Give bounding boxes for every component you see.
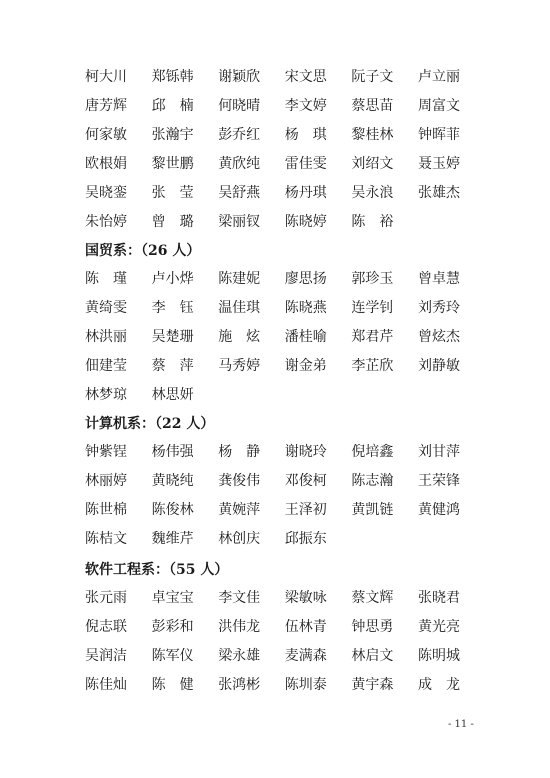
person-name: 魏维芹 bbox=[151, 530, 194, 547]
name-list-document bbox=[85, 62, 485, 699]
person-name: 吴永浪 bbox=[351, 184, 394, 201]
person-name: 李 钰 bbox=[151, 299, 194, 316]
person-name: 林创庆 bbox=[218, 530, 261, 547]
person-name: 陈桔文 bbox=[85, 530, 127, 547]
person-name: 温佳琪 bbox=[218, 299, 261, 316]
person-name: 刘绍文 bbox=[351, 155, 394, 172]
person-name: 朱怡婷 bbox=[85, 213, 127, 230]
person-name: 邱 楠 bbox=[151, 97, 194, 114]
name-grid bbox=[85, 583, 485, 699]
person-name: 梁丽钗 bbox=[218, 213, 261, 230]
person-name: 陈佳灿 bbox=[85, 676, 127, 693]
person-name: 刘静敏 bbox=[417, 357, 460, 374]
person-name: 张鸿彬 bbox=[218, 676, 261, 693]
name-grid bbox=[85, 62, 485, 236]
person-name: 连学钊 bbox=[351, 299, 394, 316]
person-name: 郑君芹 bbox=[351, 328, 394, 345]
person-name: 林启文 bbox=[351, 647, 394, 664]
person-name: 卓宝宝 bbox=[151, 589, 194, 606]
person-name: 郑铄韩 bbox=[151, 68, 194, 85]
section-heading: 国贸系：（26 人） bbox=[85, 243, 201, 259]
person-name: 张 莹 bbox=[151, 184, 194, 201]
person-name: 黎世鹏 bbox=[151, 155, 194, 172]
person-name: 郭珍玉 bbox=[351, 270, 394, 287]
person-name: 陈明城 bbox=[417, 647, 460, 664]
person-name: 林丽婷 bbox=[85, 472, 127, 489]
person-name: 梁永雄 bbox=[218, 647, 261, 664]
person-name: 陈晓婷 bbox=[284, 213, 327, 230]
section-heading: 软件工程系：（55 人） bbox=[85, 562, 229, 578]
person-name: 李芷欣 bbox=[351, 357, 394, 374]
person-name: 张雄杰 bbox=[417, 184, 460, 201]
person-name: 倪培鑫 bbox=[351, 443, 394, 460]
person-name: 黄绮雯 bbox=[85, 299, 127, 316]
person-name: 陈志瀚 bbox=[351, 472, 394, 489]
person-name: 陈俊林 bbox=[151, 501, 194, 518]
person-name: 刘甘萍 bbox=[417, 443, 460, 460]
person-name: 麦满森 bbox=[284, 647, 327, 664]
name-grid bbox=[85, 264, 485, 409]
person-name: 陈晓燕 bbox=[284, 299, 327, 316]
person-name: 杨伟强 bbox=[151, 443, 194, 460]
person-name: 陈世棉 bbox=[85, 501, 127, 518]
person-name: 张瀚宇 bbox=[151, 126, 194, 143]
person-name: 黎桂林 bbox=[351, 126, 394, 143]
person-name: 陈 瑾 bbox=[85, 270, 127, 287]
person-name: 唐芳辉 bbox=[85, 97, 127, 114]
person-name: 施 炫 bbox=[218, 328, 261, 345]
person-name: 阮子文 bbox=[351, 68, 394, 85]
person-name: 马秀婷 bbox=[218, 357, 261, 374]
person-name: 黄健鸿 bbox=[417, 501, 460, 518]
person-name: 张晓君 bbox=[417, 589, 460, 606]
person-name: 成 龙 bbox=[417, 676, 460, 693]
person-name: 廖思扬 bbox=[284, 270, 327, 287]
person-name: 龚俊伟 bbox=[218, 472, 261, 489]
person-name: 黄晓纯 bbox=[151, 472, 194, 489]
person-name: 蔡文辉 bbox=[351, 589, 394, 606]
person-name: 王荣锋 bbox=[417, 472, 460, 489]
person-name: 邓俊柯 bbox=[284, 472, 327, 489]
person-name: 谢晓玲 bbox=[284, 443, 327, 460]
person-name: 卢小烨 bbox=[151, 270, 194, 287]
person-name: 洪伟龙 bbox=[218, 618, 261, 635]
person-name: 杨丹琪 bbox=[284, 184, 327, 201]
person-name: 吴晓銮 bbox=[85, 184, 127, 201]
person-name: 雷佳雯 bbox=[284, 155, 327, 172]
person-name: 钟晖菲 bbox=[417, 126, 460, 143]
person-name: 曾卓慧 bbox=[417, 270, 460, 287]
person-name: 黄光亮 bbox=[417, 618, 460, 635]
person-name: 谢金弟 bbox=[284, 357, 327, 374]
person-name: 柯大川 bbox=[85, 68, 127, 85]
person-name: 彭乔红 bbox=[218, 126, 261, 143]
person-name: 林思妍 bbox=[151, 386, 194, 403]
person-name: 谢颖欣 bbox=[218, 68, 261, 85]
person-name: 曾炫杰 bbox=[417, 328, 460, 345]
person-name: 倪志联 bbox=[85, 618, 127, 635]
person-name: 梁敏咏 bbox=[284, 589, 327, 606]
person-name: 陈圳泰 bbox=[284, 676, 327, 693]
person-name: 杨 琪 bbox=[284, 126, 327, 143]
person-name: 黄宇森 bbox=[351, 676, 394, 693]
person-name: 蔡思苗 bbox=[351, 97, 394, 114]
person-name: 吴楚珊 bbox=[151, 328, 194, 345]
person-name: 钟紫锃 bbox=[85, 443, 127, 460]
person-name: 佃建莹 bbox=[85, 357, 127, 374]
person-name: 彭彩和 bbox=[151, 618, 194, 635]
person-name: 陈 健 bbox=[151, 676, 194, 693]
person-name: 何家敏 bbox=[85, 126, 127, 143]
person-name: 黄婉萍 bbox=[218, 501, 261, 518]
person-name: 宋文思 bbox=[284, 68, 327, 85]
person-name: 陈军仪 bbox=[151, 647, 194, 664]
person-name: 李文佳 bbox=[218, 589, 261, 606]
person-name: 吴润洁 bbox=[85, 647, 127, 664]
person-name: 邱振东 bbox=[284, 530, 327, 547]
person-name: 杨 静 bbox=[218, 443, 261, 460]
person-name: 陈建妮 bbox=[218, 270, 261, 287]
person-name: 陈 裕 bbox=[351, 213, 394, 230]
page-number: - 11 - bbox=[448, 719, 474, 730]
person-name: 何晓晴 bbox=[218, 97, 261, 114]
person-name: 王泽初 bbox=[284, 501, 327, 518]
section-heading: 计算机系：（22 人） bbox=[85, 416, 215, 432]
person-name: 林洪丽 bbox=[85, 328, 127, 345]
person-name: 吴舒燕 bbox=[218, 184, 261, 201]
name-grid bbox=[85, 437, 485, 553]
person-name: 潘桂喻 bbox=[284, 328, 327, 345]
person-name: 蔡 萍 bbox=[151, 357, 194, 374]
person-name: 林梦琼 bbox=[85, 386, 127, 403]
person-name: 曾 璐 bbox=[151, 213, 194, 230]
person-name: 卢立丽 bbox=[417, 68, 460, 85]
person-name: 张元雨 bbox=[85, 589, 127, 606]
person-name: 刘秀玲 bbox=[417, 299, 460, 316]
person-name: 黄凯链 bbox=[351, 501, 394, 518]
person-name: 伍林青 bbox=[284, 618, 327, 635]
person-name: 欧根娟 bbox=[85, 155, 127, 172]
person-name: 李文婷 bbox=[284, 97, 327, 114]
person-name: 钟思勇 bbox=[351, 618, 394, 635]
person-name: 聂玉婷 bbox=[417, 155, 460, 172]
person-name: 黄欣纯 bbox=[218, 155, 261, 172]
person-name: 周富文 bbox=[417, 97, 460, 114]
